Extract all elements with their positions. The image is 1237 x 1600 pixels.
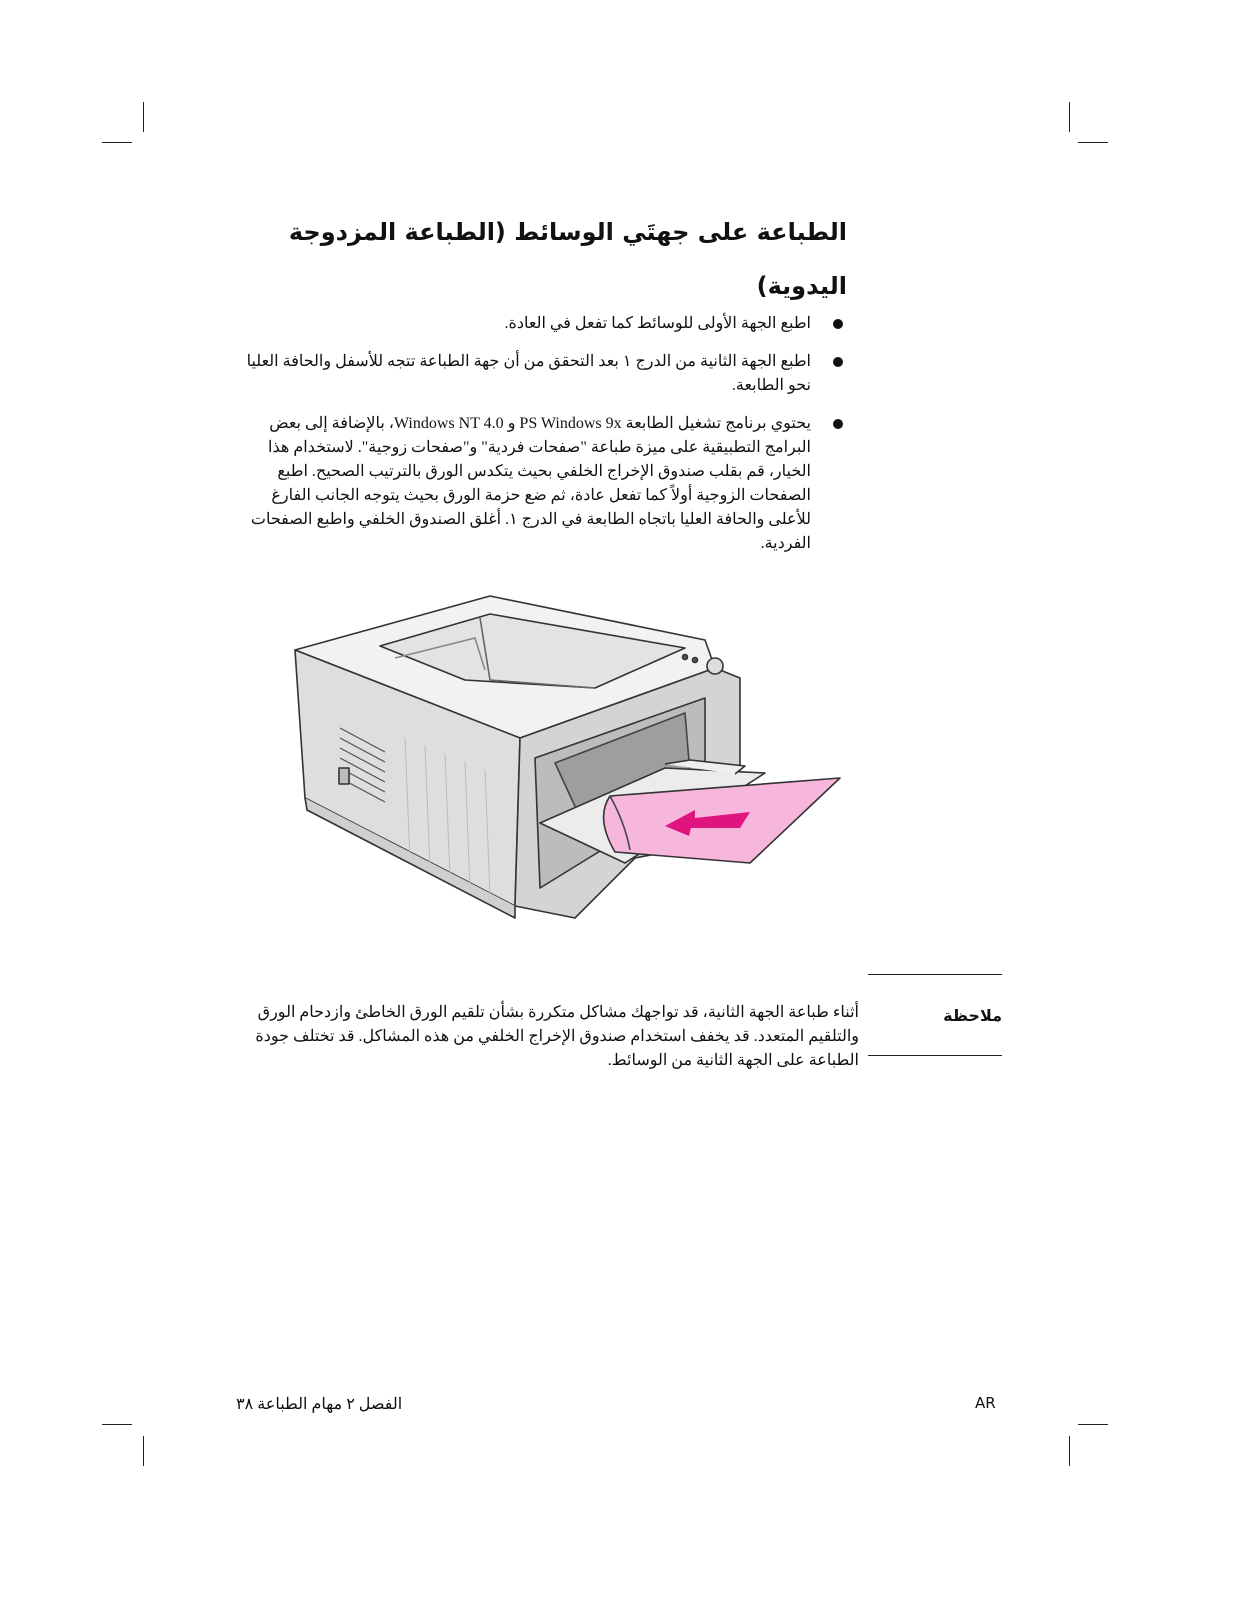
printer-icon: [285, 588, 845, 938]
crop-mark: [102, 142, 132, 143]
list-item-text: اطبع الجهة الثانية من الدرج ١ بعد التحقق من أن جهة الطباعة تتجه للأسفل والحافة العليا نحو الطابعة.: [246, 353, 811, 394]
footer-chapter: الفصل ٢ مهام الطباعة ٣٨: [236, 1396, 403, 1413]
page-title: الطباعة على جهتَي الوسائط (الطباعة المزدوجة اليدوية): [288, 218, 847, 300]
crop-mark: [1078, 142, 1108, 143]
list-item: [227, 312, 847, 336]
note-text: أثناء طباعة الجهة الثانية، قد تواجهك مشاكل متكررة بشأن تلقيم الورق الخاطئ وازدحام الورق والتلقيم المتعدد. قد يخفف استخدام صندوق الإخراج الخلفي من هذه المشاكل. قد تختلف جودة الطباعة على الجهة الثانية من الوسائط.: [255, 1004, 859, 1069]
footer-language: AR: [975, 1394, 996, 1412]
bullet-icon: [833, 419, 843, 429]
list-item: [227, 412, 847, 556]
note-label: ملاحظة: [943, 1006, 1002, 1025]
note-rule-top: [868, 974, 1002, 975]
list-item-text: اطبع الجهة الأولى للوسائط كما تفعل في العادة.: [504, 315, 811, 332]
list-item: [227, 350, 847, 398]
bullet-list: [227, 312, 847, 570]
note-rule-bottom: [868, 1055, 1002, 1056]
crop-mark: [143, 102, 144, 132]
printer-illustration: [285, 588, 845, 938]
crop-mark: [102, 1424, 132, 1425]
crop-mark: [1078, 1424, 1108, 1425]
list-item-text: يحتوي برنامج تشغيل الطابعة PS Windows 9x و Windows NT 4.0، بالإضافة إلى بعض البرامج التطبيقية على ميزة طباعة "صفحات فردية" و"صفحات زوجية". لاستخدام هذا الخيار، قم بقلب صندوق الإخراج الخلفي بحيث يتكدس الورق بالترتيب الصحيح. اطبع الصفحات الزوجية أولاً كما تفعل عادة، ثم ضع حزمة الورق بحيث يتوجه الجانب الفارغ للأعلى والحافة العليا باتجاه الطابعة في الدرج ١. أغلق الصندوق الخلفي واطبع الصفحات الفردية.: [250, 415, 811, 552]
bullet-icon: [833, 357, 843, 367]
crop-mark: [1069, 102, 1070, 132]
crop-mark: [143, 1436, 144, 1466]
bullet-icon: [833, 319, 843, 329]
crop-mark: [1069, 1436, 1070, 1466]
